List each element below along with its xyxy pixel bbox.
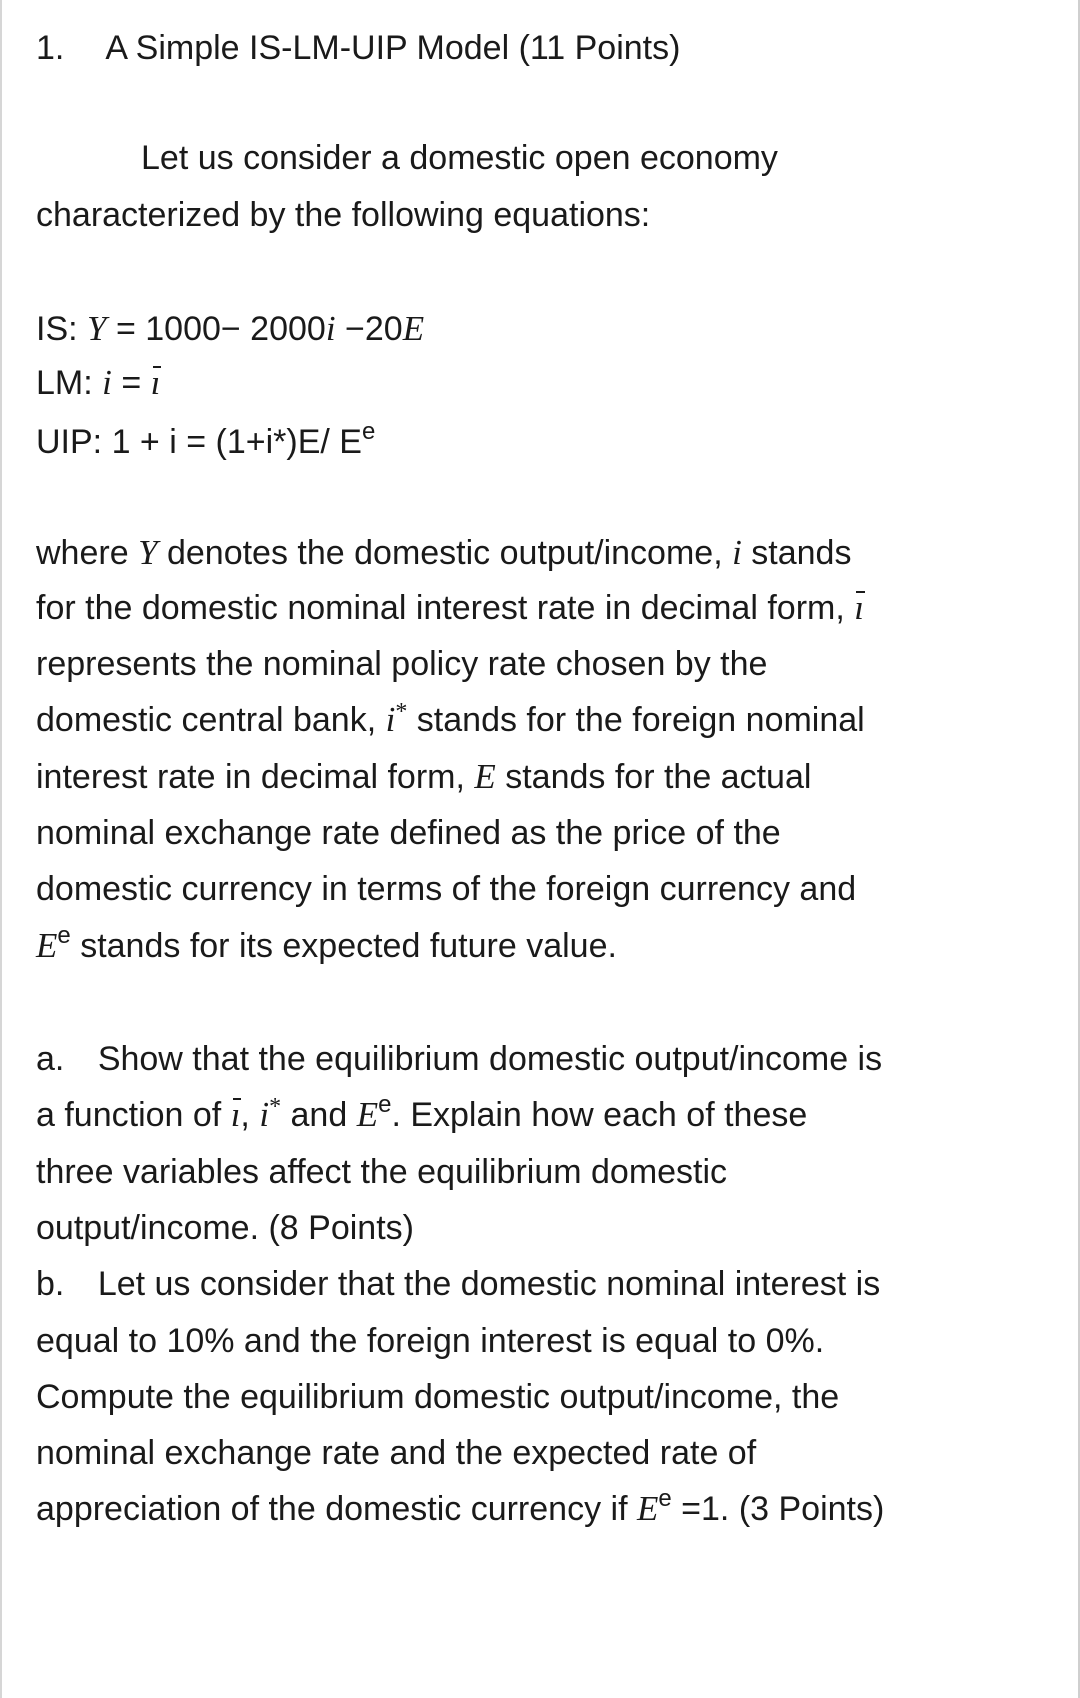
part-a-line-2 bbox=[36, 1091, 808, 1135]
uip-text: UIP: 1 + i = (1+i*)E/ E bbox=[36, 423, 362, 461]
part-b-line-2: equal to 10% and the foreign interest is equal to 0%. bbox=[36, 1322, 825, 1360]
definition-line-6: nominal exchange rate defined as the price of the bbox=[36, 814, 781, 852]
part-b-label: b. bbox=[36, 1265, 65, 1303]
math-superscript-e: e bbox=[378, 1091, 392, 1118]
math-E-expected: E bbox=[636, 1489, 659, 1528]
part-a-label: a. bbox=[36, 1040, 65, 1078]
math-i-bar: ı bbox=[230, 1095, 241, 1134]
definition-text: stands bbox=[741, 534, 852, 572]
is-equation bbox=[36, 309, 424, 349]
math-Y: Y bbox=[138, 533, 158, 572]
math-i: i bbox=[732, 533, 742, 572]
math-i-star: i bbox=[259, 1095, 270, 1134]
is-exchange-var: E bbox=[402, 309, 425, 348]
part-b-text: Let us consider that the domestic nominal interest is bbox=[97, 1265, 881, 1303]
uip-equation bbox=[36, 418, 376, 462]
definition-line-3: represents the nominal policy rate chosen by the bbox=[36, 645, 768, 683]
definition-text: stands for its expected future value. bbox=[70, 927, 617, 965]
math-i-bar: ı bbox=[854, 588, 864, 627]
part-b-line-3: Compute the equilibrium domestic output/income, the bbox=[36, 1378, 840, 1416]
part-a-text: . Explain how each of these bbox=[391, 1096, 808, 1134]
part-a-text: Show that the equilibrium domestic output/income is bbox=[97, 1040, 883, 1078]
intro-line-1: Let us consider a domestic open economy bbox=[141, 139, 778, 177]
part-b-line-1 bbox=[36, 1264, 880, 1304]
lm-equation bbox=[36, 363, 160, 403]
math-superscript-e: e bbox=[57, 922, 71, 949]
intro-line-2: characterized by the following equations: bbox=[36, 196, 651, 234]
math-E: E bbox=[474, 757, 496, 796]
part-b-line-5 bbox=[36, 1485, 885, 1529]
part-a-line-1 bbox=[36, 1039, 882, 1079]
definition-text: denotes the domestic output/income, bbox=[157, 534, 733, 572]
lm-label: LM: bbox=[36, 364, 93, 402]
definition-line-4 bbox=[36, 700, 865, 740]
is-label: IS: bbox=[36, 310, 78, 348]
question-title: A Simple IS-LM-UIP Model (11 Points) bbox=[105, 29, 681, 67]
part-a-line-3: three variables affect the equilibrium domestic bbox=[36, 1153, 728, 1191]
lm-interest-var: i bbox=[102, 363, 112, 402]
uip-superscript: e bbox=[361, 418, 376, 445]
is-expression: = 1000− 2000 bbox=[106, 310, 326, 348]
part-a-text: a function of bbox=[36, 1096, 231, 1134]
definition-text: stands for the actual bbox=[495, 758, 812, 796]
definition-line-8 bbox=[36, 922, 617, 966]
math-E-expected: E bbox=[36, 926, 58, 965]
definition-text: where bbox=[36, 534, 139, 572]
definition-text: domestic central bank, bbox=[36, 701, 386, 739]
part-a-text: , bbox=[240, 1096, 260, 1134]
lm-policy-rate: ı bbox=[150, 363, 161, 402]
part-a-text: and bbox=[281, 1096, 357, 1134]
definition-line-7: domestic currency in terms of the foreign currency and bbox=[36, 870, 857, 908]
math-superscript-e: e bbox=[658, 1485, 672, 1512]
left-border bbox=[0, 0, 2, 1698]
definition-line-2 bbox=[36, 588, 864, 628]
part-b-text: appreciation of the domestic currency if bbox=[36, 1490, 637, 1528]
question-heading bbox=[36, 28, 680, 68]
math-E-expected: E bbox=[356, 1095, 379, 1134]
definition-line-1 bbox=[36, 533, 851, 573]
part-b-text: =1. (3 Points) bbox=[671, 1490, 885, 1528]
definition-text: interest rate in decimal form, bbox=[36, 758, 475, 796]
definition-text: for the domestic nominal interest rate in decimal form, bbox=[36, 589, 855, 627]
part-a-line-4: output/income. (8 Points) bbox=[36, 1209, 414, 1247]
definition-text: stands for the foreign nominal bbox=[407, 701, 865, 739]
part-b-line-4: nominal exchange rate and the expected rate of bbox=[36, 1434, 757, 1472]
math-star: * bbox=[269, 1094, 282, 1120]
question-number: 1. bbox=[36, 29, 65, 67]
is-output-var: Y bbox=[87, 309, 107, 348]
lm-equals: = bbox=[111, 364, 151, 402]
math-star: * bbox=[395, 699, 408, 725]
is-interest-var: i bbox=[325, 309, 336, 348]
math-i-star: i bbox=[385, 700, 396, 739]
definition-line-5 bbox=[36, 757, 811, 797]
is-minus: −20 bbox=[335, 310, 403, 348]
